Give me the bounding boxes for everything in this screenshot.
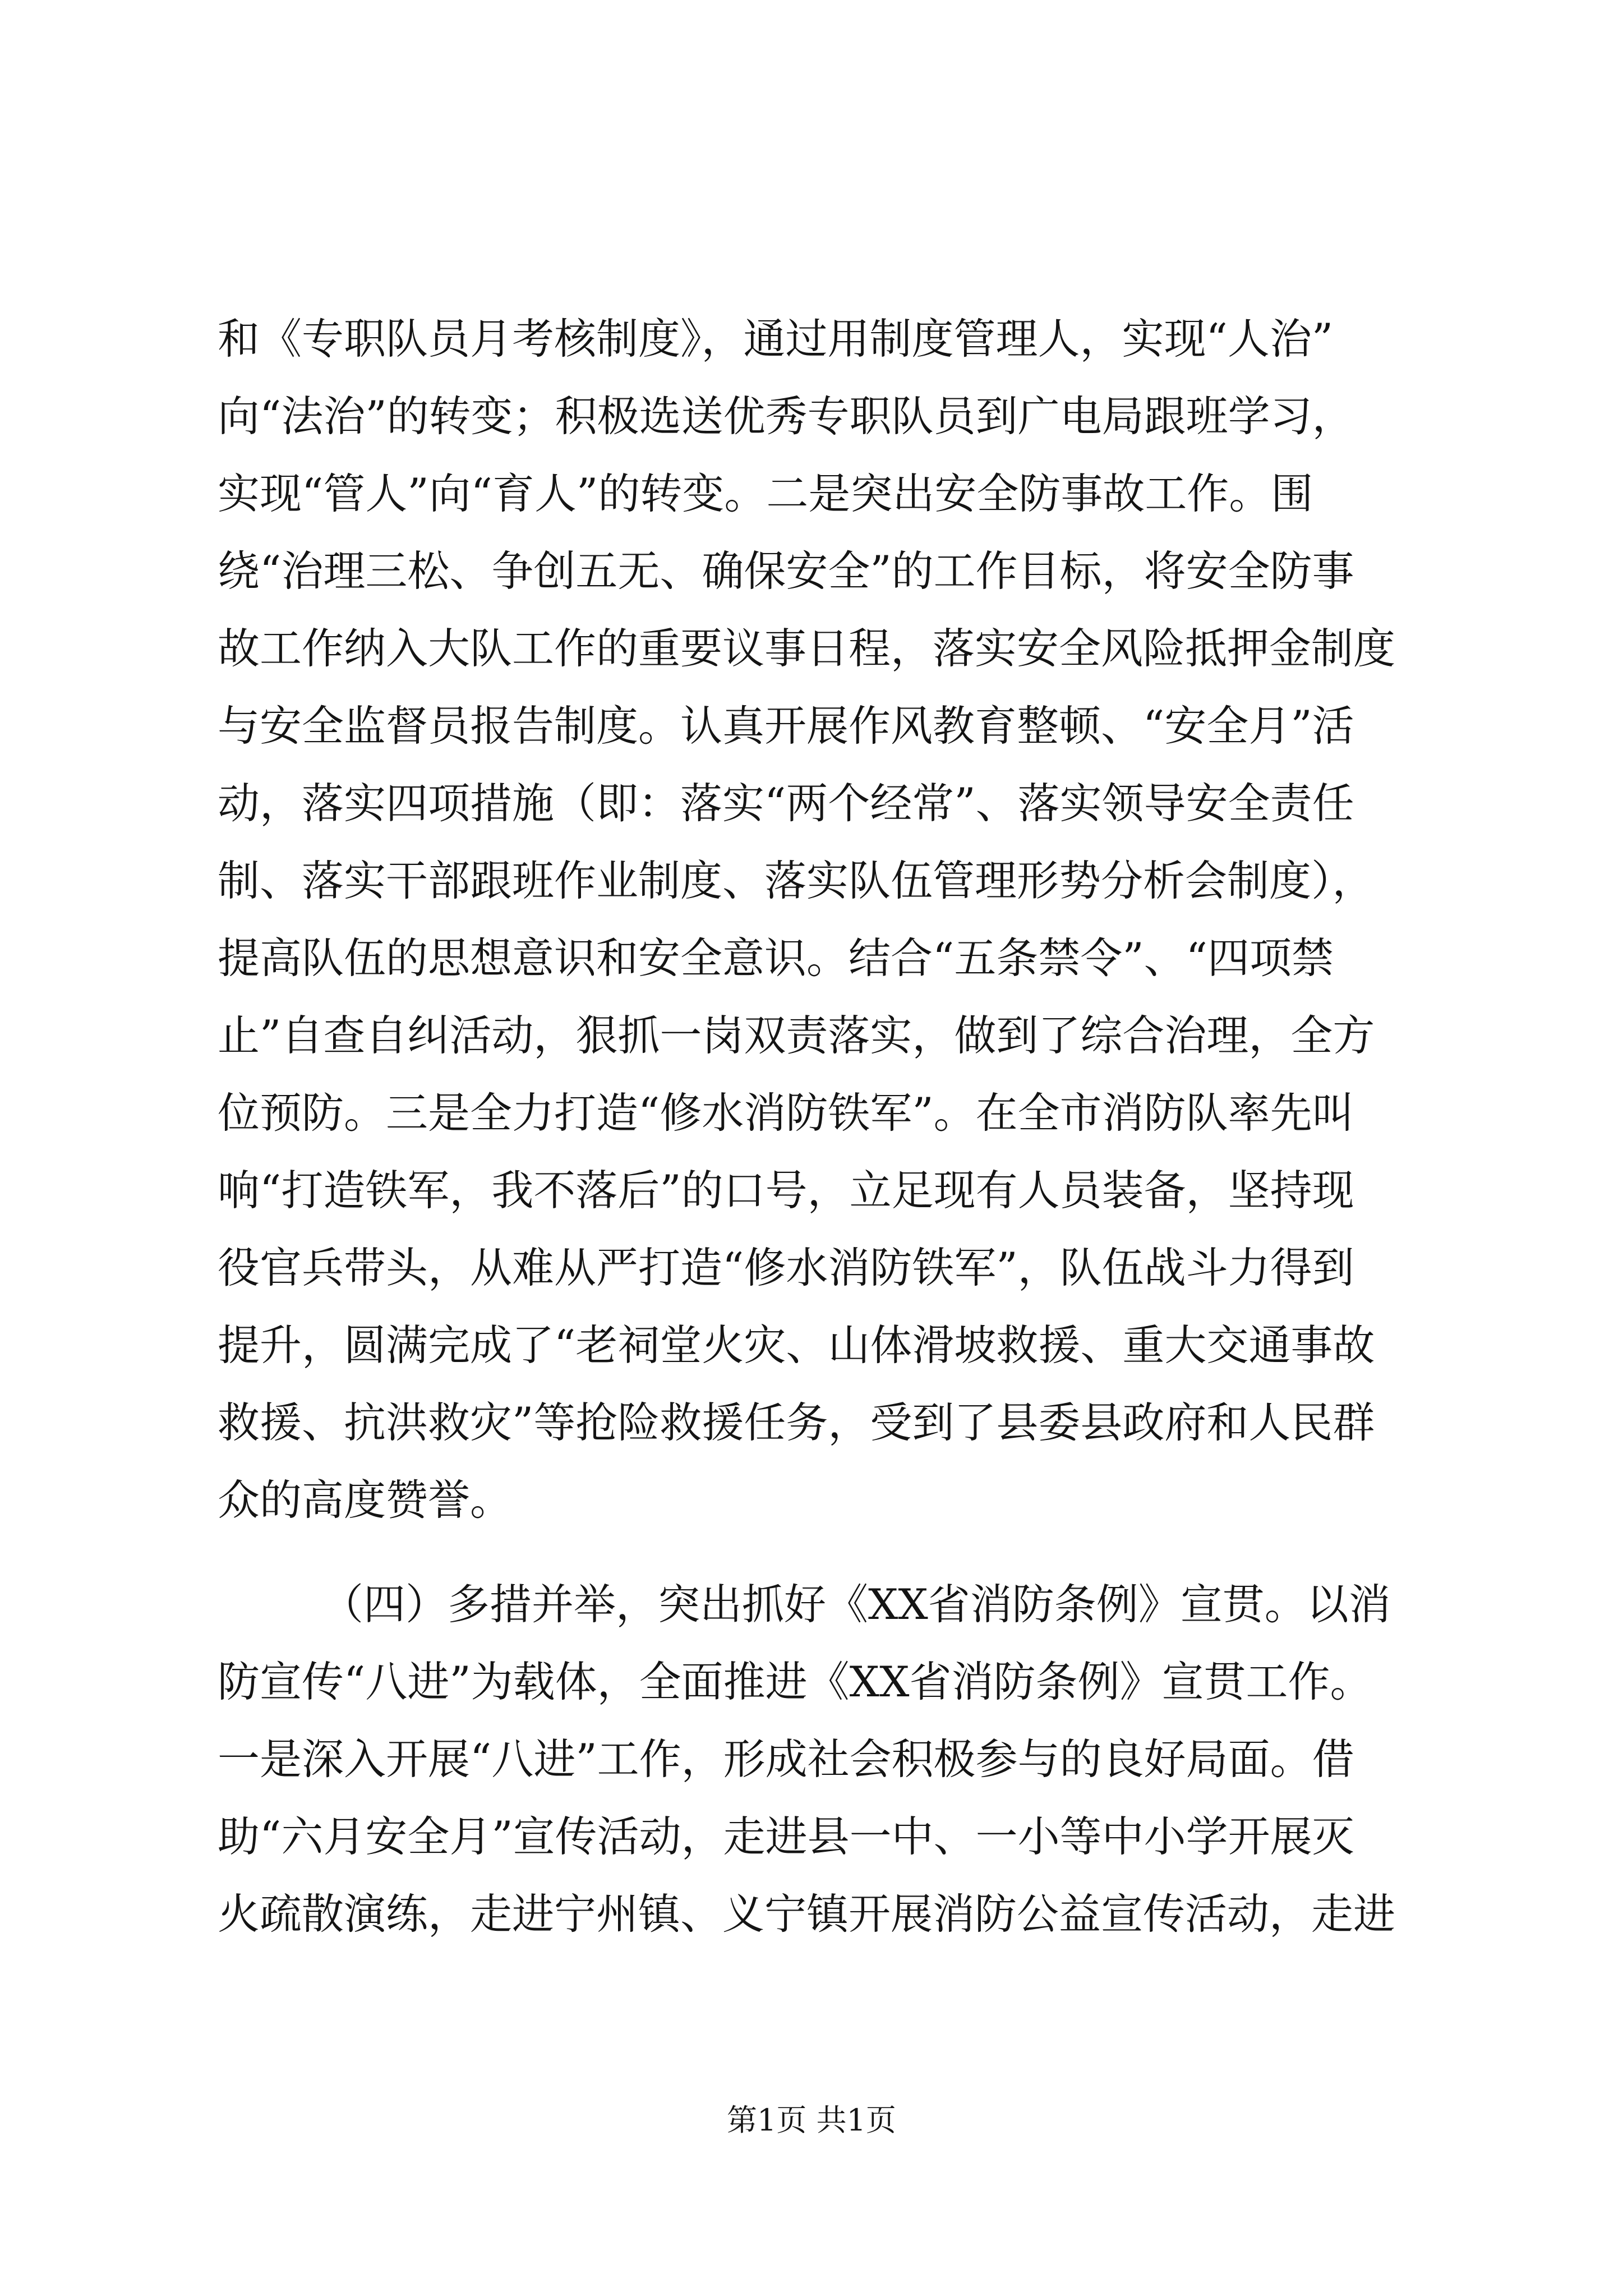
- paragraph-spacer: [218, 1539, 1405, 1566]
- paragraph-heading-line: （四）多措并举，突出抓好《XX省消防条例》宣贯。以消: [321, 1580, 1391, 1629]
- document-body: [218, 300, 1405, 1953]
- text-line: 防宣传“八进”为载体，全面推进《XX省消防条例》宣贯工作。: [218, 1657, 1372, 1706]
- text-line: 一是深入开展“八进”工作，形成社会积极参与的良好局面。借: [218, 1734, 1354, 1784]
- text-line: 向“法治”的转变；积极选送优秀专职队员到广电局跟班学习，: [218, 392, 1354, 441]
- text-line: 位预防。三是全力打造“修水消防铁军”。在全市消防队率先叫: [218, 1088, 1354, 1138]
- text-line: 救援、抗洪救灾”等抢险救援任务，受到了县委县政府和人民群: [218, 1398, 1375, 1447]
- text-line: 提升，圆满完成了“老祠堂火灾、山体滑坡救援、重大交通事故: [218, 1320, 1375, 1370]
- text-line: 助“六月安全月”宣传活动，走进县一中、一小等中小学开展灭: [218, 1812, 1354, 1861]
- text-line: 响“打造铁军，我不落后”的口号，立足现有人员装备，坚持现: [218, 1166, 1354, 1215]
- text-line: 和《专职队员月考核制度》，通过用制度管理人，实现“人治”: [218, 314, 1334, 364]
- text-line: 故工作纳入大队工作的重要议事日程，落实安全风险抵押金制度: [218, 624, 1396, 673]
- text-line: 役官兵带头，从难从严打造“修水消防铁军”，队伍战斗力得到: [218, 1243, 1354, 1292]
- text-line: 止”自查自纠活动，狠抓一岗双责落实，做到了综合治理，全方: [218, 1011, 1375, 1060]
- text-line: 提高队伍的思想意识和安全意识。结合“五条禁令”、“四项禁: [218, 933, 1334, 983]
- text-line: 动，落实四项措施（即：落实“两个经常”、落实领导安全责任: [218, 779, 1354, 828]
- page-footer: 第1页 共1页: [727, 2102, 896, 2138]
- text-line: 实现“管人”向“育人”的转变。二是突出安全防事故工作。围: [218, 469, 1313, 518]
- text-line: 与安全监督员报告制度。认真开展作风教育整顿、“安全月”活: [218, 701, 1354, 751]
- text-line: 众的高度赞誉。: [218, 1475, 513, 1525]
- text-line: 制、落实干部跟班作业制度、落实队伍管理形势分析会制度），: [218, 856, 1375, 905]
- text-line: 绕“治理三松、争创五无、确保安全”的工作目标，将安全防事: [218, 546, 1354, 596]
- text-line: 火疏散演练，走进宁州镇、义宁镇开展消防公益宣传活动，走进: [218, 1889, 1396, 1939]
